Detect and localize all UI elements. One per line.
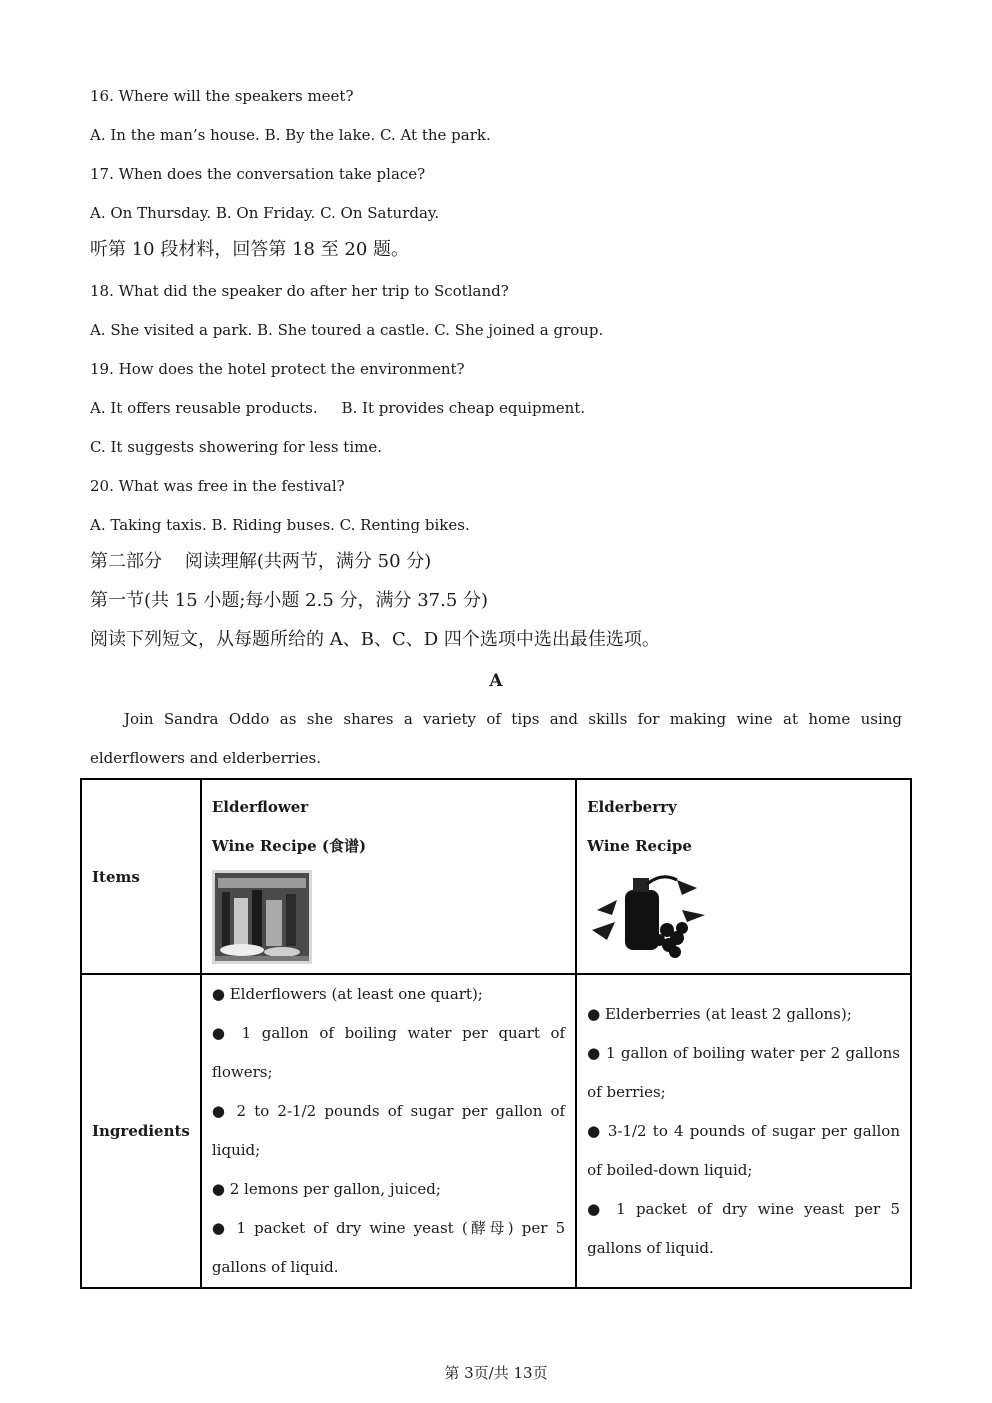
ingredient-item: ● 1 gallon of boiling water per quart of flowers; bbox=[211, 1024, 566, 1081]
question-18-options: A. She visited a park. B. She toured a castle. C. She joined a group. bbox=[90, 321, 604, 339]
ingredient-item: ● 2 lemons per gallon, juiced; bbox=[211, 1180, 441, 1198]
page-footer: 第 3页/共 13页 bbox=[444, 1364, 548, 1382]
ingredient-item: ● Elderberries (at least 2 gallons); bbox=[587, 1004, 852, 1023]
reading-instruction: 阅读下列短文，从每题所给的 A、B、C、D 四个选项中选出最佳选项。 bbox=[90, 629, 660, 650]
part2-heading: 第二部分 阅读理解(共两节，满分 50 分) bbox=[90, 551, 432, 572]
section-10-instruction: 听第 10 段材料，回答第 18 至 20 题。 bbox=[90, 239, 410, 260]
question-16: 16. Where will the speakers meet? bbox=[90, 87, 354, 105]
elderflower-ingredients bbox=[201, 974, 576, 1288]
question-18: 18. What did the speaker do after her trip to Scotland? bbox=[90, 282, 509, 300]
items-row bbox=[81, 779, 911, 974]
passage-intro: Join Sandra Oddo as she shares a variety of tips and skills for making wine at home using elderflowers and elderberries. bbox=[90, 710, 902, 767]
ingredient-item: ● 1 packet of dry wine yeast (酵母) per 5 gallons of liquid. bbox=[211, 1219, 566, 1276]
ingredient-item: ● 1 packet of dry wine yeast per 5 gallons of liquid. bbox=[587, 1199, 900, 1257]
recipe-table bbox=[80, 778, 912, 1289]
question-19-options-ab: A. It offers reusable products. B. It provides cheap equipment. bbox=[90, 399, 586, 417]
question-19-option-c: C. It suggests showering for less time. bbox=[90, 438, 382, 456]
elderflower-column-header bbox=[201, 779, 576, 974]
ingredient-item: ● 3-1/2 to 4 pounds of sugar per gallon of boiled-down liquid; bbox=[587, 1121, 900, 1179]
ingredient-item: ● Elderflowers (at least one quart); bbox=[211, 985, 483, 1003]
passage-letter: A bbox=[489, 671, 503, 691]
section1-heading: 第一节(共 15 小题;每小题 2.5 分，满分 37.5 分) bbox=[90, 590, 489, 611]
items-header: Items bbox=[81, 779, 201, 974]
elderberry-wine-image bbox=[587, 870, 707, 964]
question-16-options: A. In the man’s house. B. By the lake. C. At the park. bbox=[90, 126, 491, 144]
elderberry-column-header bbox=[576, 779, 911, 974]
ingredient-item: ● 1 gallon of boiling water per 2 gallons of berries; bbox=[587, 1043, 900, 1101]
elderflower-wine-image bbox=[212, 870, 312, 964]
question-20-options: A. Taking taxis. B. Riding buses. C. Renting bikes. bbox=[90, 516, 470, 534]
ingredient-item: ● 2 to 2-1/2 pounds of sugar per gallon of liquid; bbox=[211, 1102, 566, 1159]
elderflower-title: Elderflower bbox=[211, 798, 309, 816]
question-20: 20. What was free in the festival? bbox=[90, 477, 345, 495]
elderberry-subtitle: Wine Recipe bbox=[587, 837, 692, 855]
question-19: 19. How does the hotel protect the environment? bbox=[90, 360, 465, 378]
ingredients-row bbox=[81, 974, 911, 1288]
question-17-options: A. On Thursday. B. On Friday. C. On Saturday. bbox=[90, 204, 440, 222]
elderflower-subtitle: Wine Recipe (食谱) bbox=[211, 837, 367, 855]
question-17: 17. When does the conversation take place? bbox=[90, 165, 426, 183]
elderberry-ingredients bbox=[576, 974, 911, 1288]
elderberry-title: Elderberry bbox=[587, 798, 677, 816]
ingredients-header: Ingredients bbox=[81, 974, 201, 1288]
